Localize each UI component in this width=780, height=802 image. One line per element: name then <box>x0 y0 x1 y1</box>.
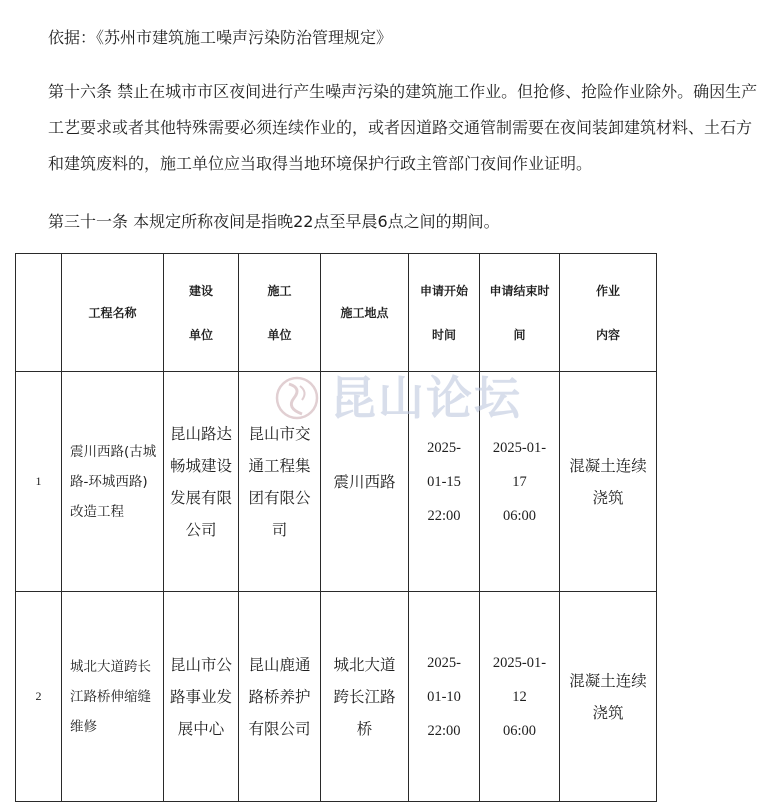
row-project-name: 震川西路(古城路-环城西路)改造工程 <box>62 372 164 592</box>
row-end-time: 2025-01- 17 06:00 <box>480 372 560 592</box>
row-work-content: 混凝土连续浇筑 <box>560 372 657 592</box>
header-project-name: 工程名称 <box>62 254 164 372</box>
table-header-row <box>16 254 657 372</box>
regulation-basis: 依据：《苏州市建筑施工噪声污染防治管理规定》 <box>48 28 393 47</box>
row-project-name: 城北大道跨长江路桥伸缩缝维修 <box>62 592 164 802</box>
header-builder: 建设 单位 <box>164 254 239 372</box>
row-start-time: 2025- 01-15 22:00 <box>409 372 480 592</box>
header-location: 施工地点 <box>321 254 409 372</box>
row-index: 2 <box>16 592 62 802</box>
row-location: 震川西路 <box>321 372 409 592</box>
row-location: 城北大道跨长江路桥 <box>321 592 409 802</box>
row-constructor: 昆山市交通工程集团有限公司 <box>239 372 321 592</box>
header-work-content: 作业 内容 <box>560 254 657 372</box>
header-end-time: 申请结束时 间 <box>480 254 560 372</box>
row-builder: 昆山市公路事业发展中心 <box>164 592 239 802</box>
row-work-content: 混凝土连续浇筑 <box>560 592 657 802</box>
header-start-time: 申请开始 时间 <box>409 254 480 372</box>
row-end-time: 2025-01- 12 06:00 <box>480 592 560 802</box>
night-work-table <box>15 253 657 802</box>
article-16-text: 第十六条 禁止在城市市区夜间进行产生噪声污染的建筑施工作业。但抢修、抢险作业除外。确因生产工艺要求或者其他特殊需要必须连续作业的，或者因道路交通管制需要在夜间装卸建筑材料、土石方和建筑废料的，施工单位应当取得当地环境保护行政主管部门夜间作业证明。 <box>48 82 758 173</box>
header-index <box>16 254 62 372</box>
watermark-text: 昆山论坛 <box>330 371 522 425</box>
row-constructor: 昆山鹿通路桥养护有限公司 <box>239 592 321 802</box>
article-31-text: 第三十一条 本规定所称夜间是指晚22点至早晨6点之间的期间。 <box>48 212 500 231</box>
table-row <box>16 372 657 592</box>
header-constructor: 施工 单位 <box>239 254 321 372</box>
row-index: 1 <box>16 372 62 592</box>
row-builder: 昆山路达畅城建设发展有限公司 <box>164 372 239 592</box>
row-start-time: 2025- 01-10 22:00 <box>409 592 480 802</box>
table-row <box>16 592 657 802</box>
